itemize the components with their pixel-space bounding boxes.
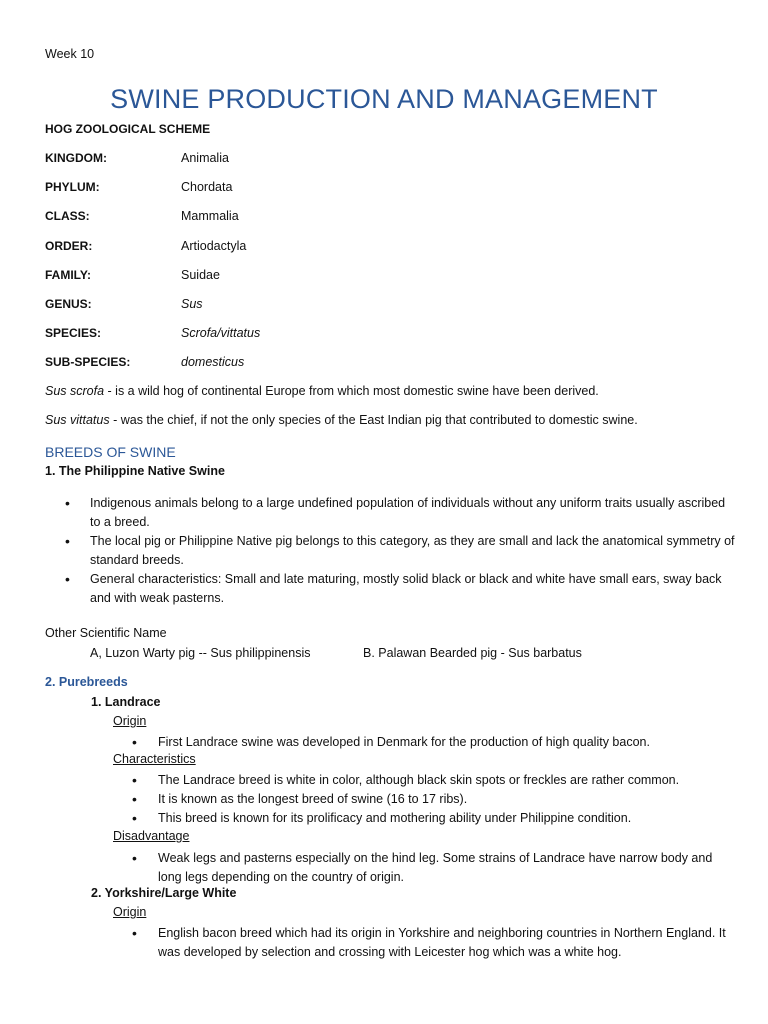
landrace-characteristics-label: Characteristics: [113, 752, 196, 766]
purebreeds-heading: 2. Purebreeds: [45, 675, 128, 689]
phylum-value: Chordata: [181, 180, 233, 194]
landrace-origin-list: [132, 733, 732, 752]
sus-scrofa-note: [45, 384, 599, 398]
sus-vittatus-note: [45, 413, 638, 427]
class-label: CLASS:: [45, 209, 90, 223]
scheme-heading: HOG ZOOLOGICAL SCHEME: [45, 122, 211, 136]
kingdom-label: KINGDOM:: [45, 151, 107, 165]
week-label: Week 10: [45, 47, 95, 61]
list-item: • First Landrace swine was developed in Denmark for the production of high quality bacon.: [132, 733, 732, 752]
species-label: SPECIES:: [45, 326, 102, 340]
sus-scrofa-text: - is a wild hog of continental Europe from which most domestic swine have been derived.: [104, 384, 599, 398]
list-item: • General characteristics: Small and late maturing, mostly solid black or black and white have small ears, sway back and with weak pasterns.: [65, 570, 735, 608]
subspecies-label: SUB-SPECIES:: [45, 355, 131, 369]
page-title: SWINE PRODUCTION AND MANAGEMENT: [110, 84, 658, 114]
landrace-disadvantage-label: Disadvantage: [113, 829, 190, 843]
other-name-b: B. Palawan Bearded pig - Sus barbatus: [363, 646, 582, 660]
other-scientific-name-label: Other Scientific Name: [45, 626, 167, 640]
breeds-heading: BREEDS OF SWINE: [45, 444, 176, 460]
sus-scrofa-term: Sus scrofa: [45, 384, 105, 398]
list-item: • The local pig or Philippine Native pig belongs to this category, as they are small and lack the anatomical symmetry of standard breeds.: [65, 532, 735, 570]
subspecies-value: domesticus: [181, 355, 245, 369]
list-item: • English bacon breed which had its origin in Yorkshire and neighboring countries in Northern England. It was developed by selection and crossing with Leicester hog which was a white hog.: [132, 924, 732, 962]
order-value: Artiodactyla: [181, 239, 247, 253]
list-item: • Indigenous animals belong to a large undefined population of individuals without any uniform traits usually ascribed to a breed.: [65, 494, 735, 532]
list-item: • Weak legs and pasterns especially on the hind leg. Some strains of Landrace have narrow body and long legs depending on the country of origin.: [132, 849, 732, 887]
native-swine-heading: 1. The Philippine Native Swine: [45, 464, 225, 478]
class-value: Mammalia: [181, 209, 239, 223]
landrace-disadvantage-list: [132, 849, 732, 887]
yorkshire-origin-label: Origin: [113, 905, 147, 919]
family-value: Suidae: [181, 268, 220, 282]
family-label: FAMILY:: [45, 268, 92, 282]
landrace-characteristics-list: [132, 771, 732, 828]
list-item: • This breed is known for its prolificacy and mothering ability under Philippine condition.: [132, 809, 732, 828]
landrace-title: 1. Landrace: [91, 695, 161, 709]
sus-vittatus-text: - was the chief, if not the only species of the East Indian pig that contributed to domestic swine.: [109, 413, 638, 427]
list-item: • The Landrace breed is white in color, although black skin spots or freckles are rather common.: [132, 771, 732, 790]
list-item: • It is known as the longest breed of swine (16 to 17 ribs).: [132, 790, 732, 809]
yorkshire-title: 2. Yorkshire/Large White: [91, 886, 237, 900]
genus-label: GENUS:: [45, 297, 92, 311]
other-name-a: A, Luzon Warty pig -- Sus philippinensis: [90, 646, 311, 660]
yorkshire-origin-list: [132, 924, 732, 962]
genus-value: Sus: [181, 297, 203, 311]
native-swine-bullets: [65, 494, 735, 608]
species-value: Scrofa/vittatus: [181, 326, 261, 340]
landrace-origin-label: Origin: [113, 714, 147, 728]
order-label: ORDER:: [45, 239, 93, 253]
sus-vittatus-term: Sus vittatus: [45, 413, 110, 427]
phylum-label: PHYLUM:: [45, 180, 100, 194]
kingdom-value: Animalia: [181, 151, 229, 165]
